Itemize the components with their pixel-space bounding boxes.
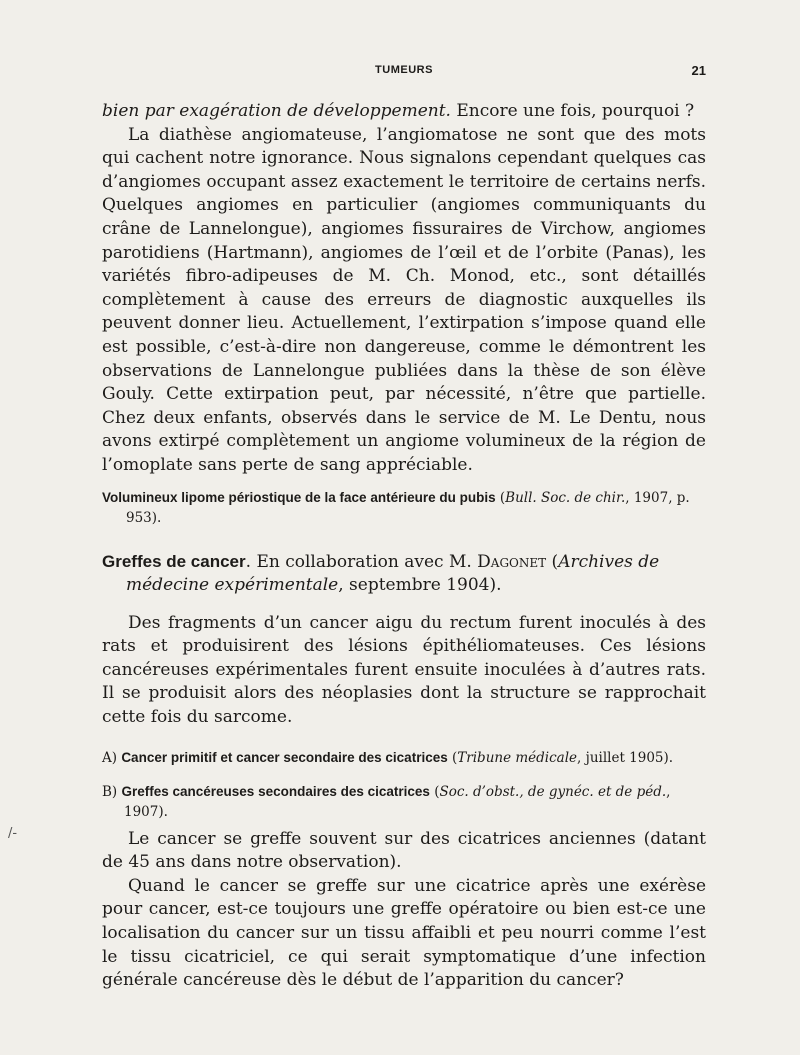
paragraph-text: Encore une fois, pourquoi ? (450, 101, 695, 121)
section-greffes: Greffes de cancer. En collaboration avec M. Dagonet (Archives de médecine expérimentale, septembre 1904). (102, 551, 660, 596)
margin-pencil-mark: /- (8, 826, 18, 841)
list-item-b: B) Greffes cancéreuses secondaires des cicatrices (Soc. d’obst., de gynéc. et de péd., 1907). (102, 783, 671, 820)
author-name: Dagonet (477, 551, 547, 572)
journal-name: Archives de médecine expérimentale (126, 551, 660, 596)
paragraph-angiomatose: La diathèse angiomateuse, l’angiomatose ne sont que des mots qui cachent notre ignorance. Nous signalons cependant quelques cas d’angiomes occupant assez exactement le territoire de certains nerfs. Quelques angiomes en particulier (angiomes communiquants du crâne de Lannelongue), angiomes fissuraires de Virchow, angiomes parotidiens (Hartmann), angiomes de l’œil et de l’orbite (Panas), les variétés fibro-adipeuses de M. Ch. Monod, etc., sont détaillés complètement à cause des erreurs de diagnostic auxquelles ils peuvent donner lieu. Actuellement, l’extirpation s’impose quand elle est possible, c’est-à-dire non dangereuse, comme le démontrent les observations de Lannelongue publiées dans la thèse de son élève Gouly. Cette extirpation peut, par nécessité, n’être que partielle. Chez deux enfants, observés dans le service de M. Le Dentu, nous avons extirpé complètement un angiome volumineux de la région de l’omoplate sans perte de sang appréciable. (102, 124, 706, 475)
entry-reference: Bull. Soc. de chir. (505, 489, 626, 506)
list-item-title: Greffes cancéreuses secondaires des cicatrices (121, 783, 430, 799)
paragraph-cicatrices: Le cancer se greffe souvent sur des cicatrices anciennes (datant de 45 ans dans notre observation). (102, 828, 706, 873)
paragraph-question: Quand le cancer se greffe sur une cicatrice après une exérèse pour cancer, est-ce toujours une greffe opératoire ou bien est-ce une localisation du cancer sur un tissu affaibli et peu nourri comme l’est le tissu cicatriciel, ce qui serait symptomatique d’une infection générale cancéreuse dès le début de l’apparition du cancer? (102, 875, 706, 991)
running-title: TUMEURS (375, 64, 433, 76)
list-item-title: Cancer primitif et cancer secondaire des cicatrices (121, 749, 448, 765)
book-page (102, 60, 706, 993)
paragraph-opening (102, 100, 706, 124)
paragraph-fragments: Des fragments d’un cancer aigu du rectum furent inoculés à des rats et produisirent des lésions épithéliomateuses. Ces lésions cancéreuses expérimentales furent ensuite inoculées à d’autres rats. Il se produisit alors des néoplasies dont la structure se rapprochait cette fois du sarcome. (102, 612, 706, 728)
entry-lipome: Volumineux lipome périostique de la face antérieure du pubis (Bull. Soc. de chir., 1907, p. 953). (102, 489, 690, 526)
section-heading: Greffes de cancer (102, 551, 246, 571)
list-item-a: A) Cancer primitif et cancer secondaire des cicatrices (Tribune médicale, juillet 1905). (102, 749, 674, 766)
entry-title: Volumineux lipome périostique de la face antérieure du pubis (102, 489, 496, 505)
page-header (102, 60, 706, 84)
page-number: 21 (691, 63, 706, 78)
italic-phrase: bien par exagération de développement. (102, 101, 451, 121)
